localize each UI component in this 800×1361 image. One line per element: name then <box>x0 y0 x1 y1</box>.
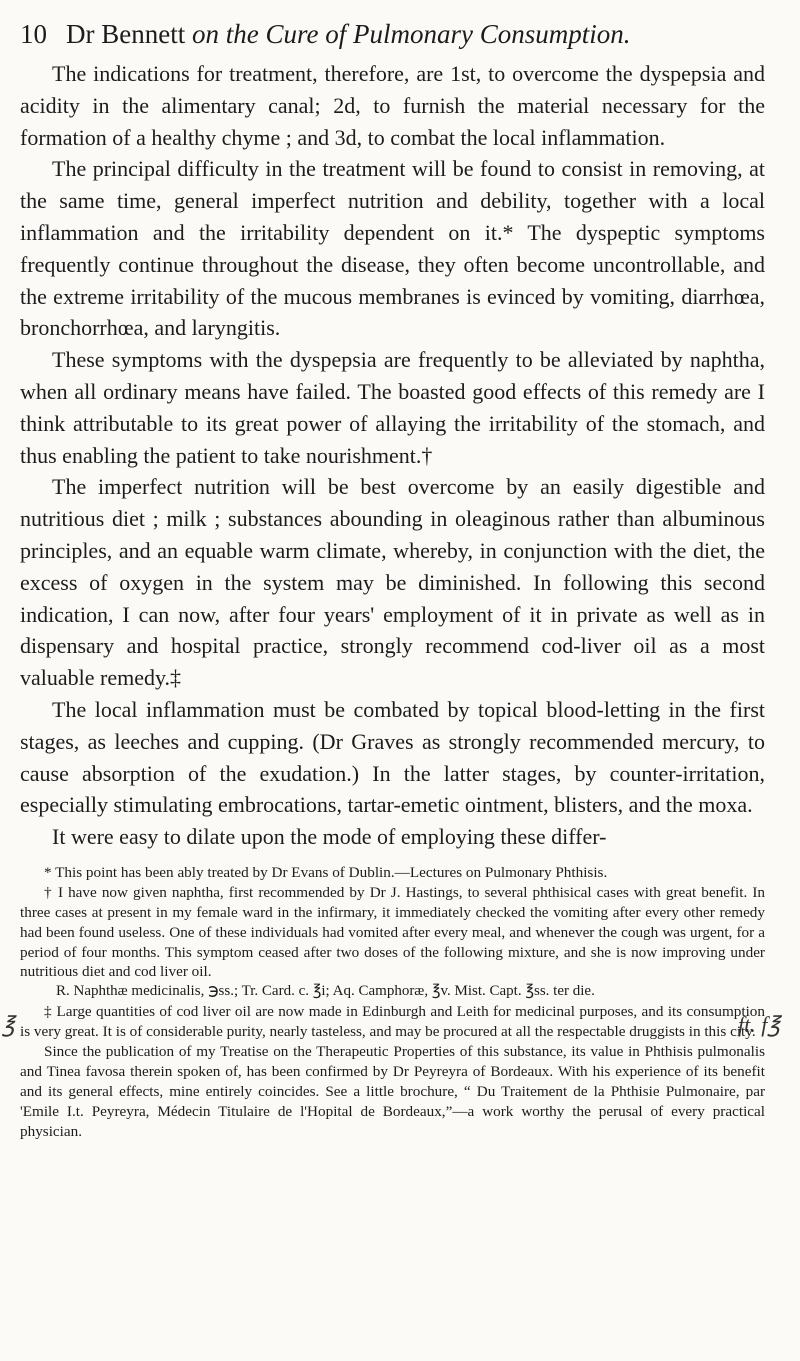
footnote-star: * This point has been ably treated by Dr Evans of Dublin.—Lectures on Pulmonary Phthisis. <box>44 863 608 881</box>
header-author: Dr Bennett <box>66 19 186 49</box>
footnote-ddagger: ‡ Large quantities of cod liver oil are now made in Edinburgh and Leith for medicinal purposes, and its consumption is very great. It is of considerable purity, nearly tasteless, and may be procured at all the respectable druggists in this city. <box>20 1003 765 1041</box>
paragraph-indications: The indications for treatment, therefore, are 1st, to overcome the dyspepsia and acidity in the alimentary canal; 2d, to furnish the material necessary for the formation of a healthy chyme ; and 3d, to combat the local inflammation. <box>20 61 765 150</box>
paragraph-continuation: It were easy to dilate upon the mode of employing these differ- <box>52 824 607 850</box>
prescription: R. Naphthæ medicinalis, ℈ss.; Tr. Card. c. ℥i; Aq. Camphoræ, ℥v. Mist. Capt. ℥ss. ter die. <box>56 983 595 1000</box>
running-title <box>66 18 630 50</box>
paragraph-difficulty: The principal difficulty in the treatment will be found to consist in removing, at the same time, general imperfect nutrition and debility, together with a local inflammation and the irritability dependent on it.* The dyspeptic symptoms frequently continue throughout the disease, they often become uncontrollable, and the extreme irritability of the mucous membranes is evinced by vomiting, diarrhœa, bronchorrhœa, and laryngitis. <box>20 156 765 341</box>
paragraph-naphtha: These symptoms with the dyspepsia are frequently to be alleviated by naphtha, when all ordinary means have failed. The boasted good effects of this remedy are I think attributable to its great power of allaying the irritability of the stomach, and thus enabling the patient to take nourishment.† <box>20 347 765 468</box>
paragraph-inflammation: The local inflammation must be combated by topical blood-letting in the first stages, as leeches and cupping. (Dr Graves as strongly recommended mercury, to cause absorption of the exudation.) In the latter stages, by counter-irritation, especially stimulating embrocations, tartar-emetic ointment, blisters, and the moxa. <box>20 696 765 818</box>
margin-note-left: ℥ <box>2 1012 15 1037</box>
margin-note-right: ft. f℥ <box>738 1012 781 1037</box>
page-number: 10 <box>20 19 47 49</box>
paragraph-nutrition: The imperfect nutrition will be best overcome by an easily digestible and nutritious diet ; milk ; substances abounding in oleaginous rather than albuminous principles, and an equable warm climate, whereby, in conjunction with the diet, the excess of oxygen in the system may be diminished. In following this second indication, I can now, after four years' employment of it in private as well as in dispensary and hospital practice, strongly recommend cod-liver oil as a most valuable remedy.‡ <box>20 474 765 691</box>
footnote-ddagger-continued: Since the publication of my Treatise on the Therapeutic Properties of this substance, its value in Phthisis pulmonalis and Tinea favosa therein spoken of, has been confirmed by Dr Peyreyra of Bordeaux. With his experience of its benefit and its general effects, mine entirely coincides. See a little brochure, “ Du Traitement de la Phthisie Pulmonaire, par 'Emile I.t. Peyreyra, Médecin Titulaire de l'Hopital de Bordeaux,”—a work worthy the perusal of every practical physician. <box>20 1043 765 1140</box>
main-text <box>20 58 765 853</box>
header-title: on the Cure of Pulmonary Consumption. <box>191 19 631 49</box>
running-header <box>20 12 765 58</box>
footnote-dagger: † I have now given naphtha, first recommended by Dr J. Hastings, to several phthisical cases with great benefit. In three cases at present in my female ward in the infirmary, it immediately checked the vomiting after every other remedy had been found useless. One of these individuals had vomited after every meal, and whenever the cough was urgent, for a period of four months. This symptom ceased after two doses of the following mixture, and she is now improving under nutritious diet and cod liver oil. <box>20 883 765 981</box>
book-page <box>20 12 765 1142</box>
footnotes <box>20 863 765 1142</box>
